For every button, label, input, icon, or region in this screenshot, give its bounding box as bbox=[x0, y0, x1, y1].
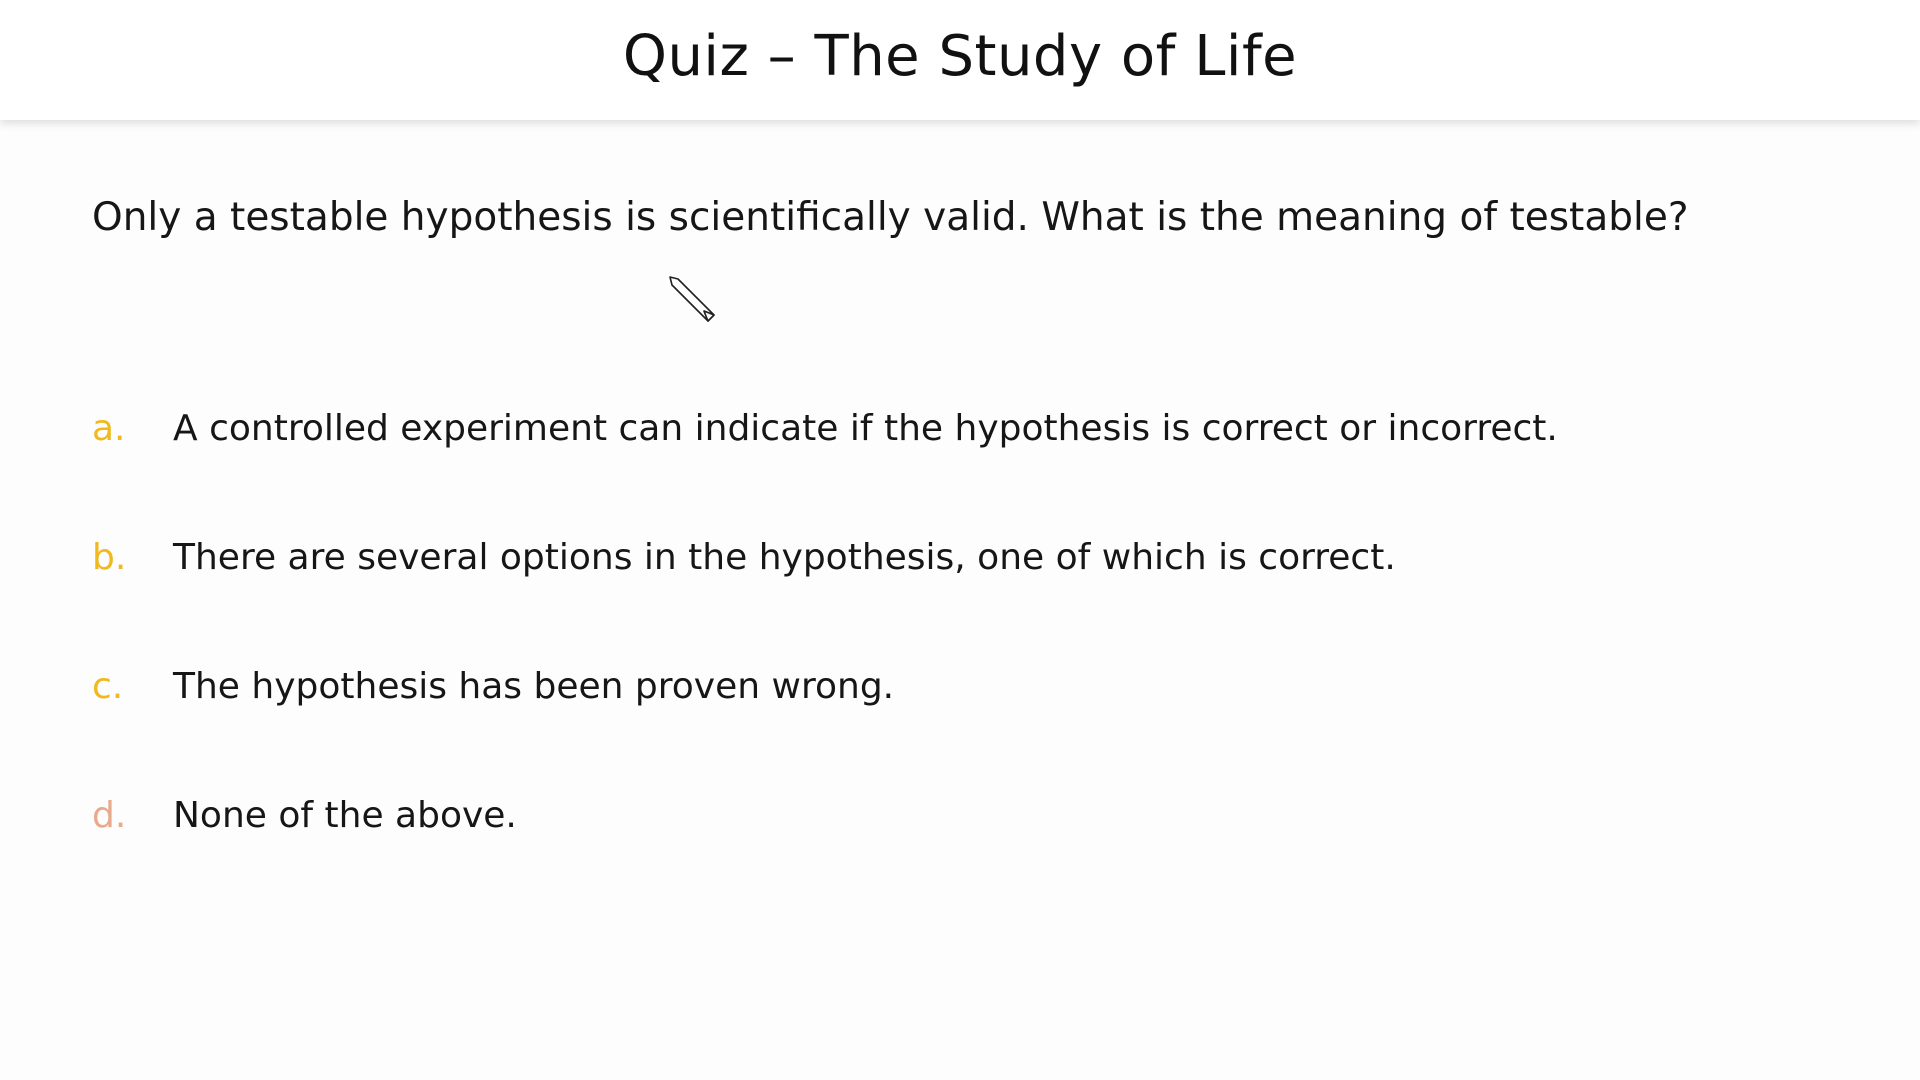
question-text: Only a testable hypothesis is scientifically valid. What is the meaning of testable? bbox=[92, 195, 1689, 240]
option-text: None of the above. bbox=[173, 795, 517, 836]
answer-option-b[interactable] bbox=[92, 537, 1396, 578]
option-text: There are several options in the hypothesis, one of which is correct. bbox=[173, 537, 1396, 578]
option-text: The hypothesis has been proven wrong. bbox=[173, 666, 895, 707]
option-letter: d. bbox=[92, 795, 127, 836]
answer-option-c[interactable] bbox=[92, 666, 894, 707]
pen-cursor-icon bbox=[668, 275, 718, 325]
option-text: A controlled experiment can indicate if the hypothesis is correct or incorrect. bbox=[173, 408, 1558, 449]
answer-option-d[interactable] bbox=[92, 795, 517, 836]
option-letter: b. bbox=[92, 537, 127, 578]
option-letter: c. bbox=[92, 666, 124, 707]
slide-title: Quiz – The Study of Life bbox=[622, 23, 1298, 89]
title-bar bbox=[0, 0, 1920, 120]
option-letter: a. bbox=[92, 408, 126, 449]
answer-option-a[interactable] bbox=[92, 408, 1558, 449]
